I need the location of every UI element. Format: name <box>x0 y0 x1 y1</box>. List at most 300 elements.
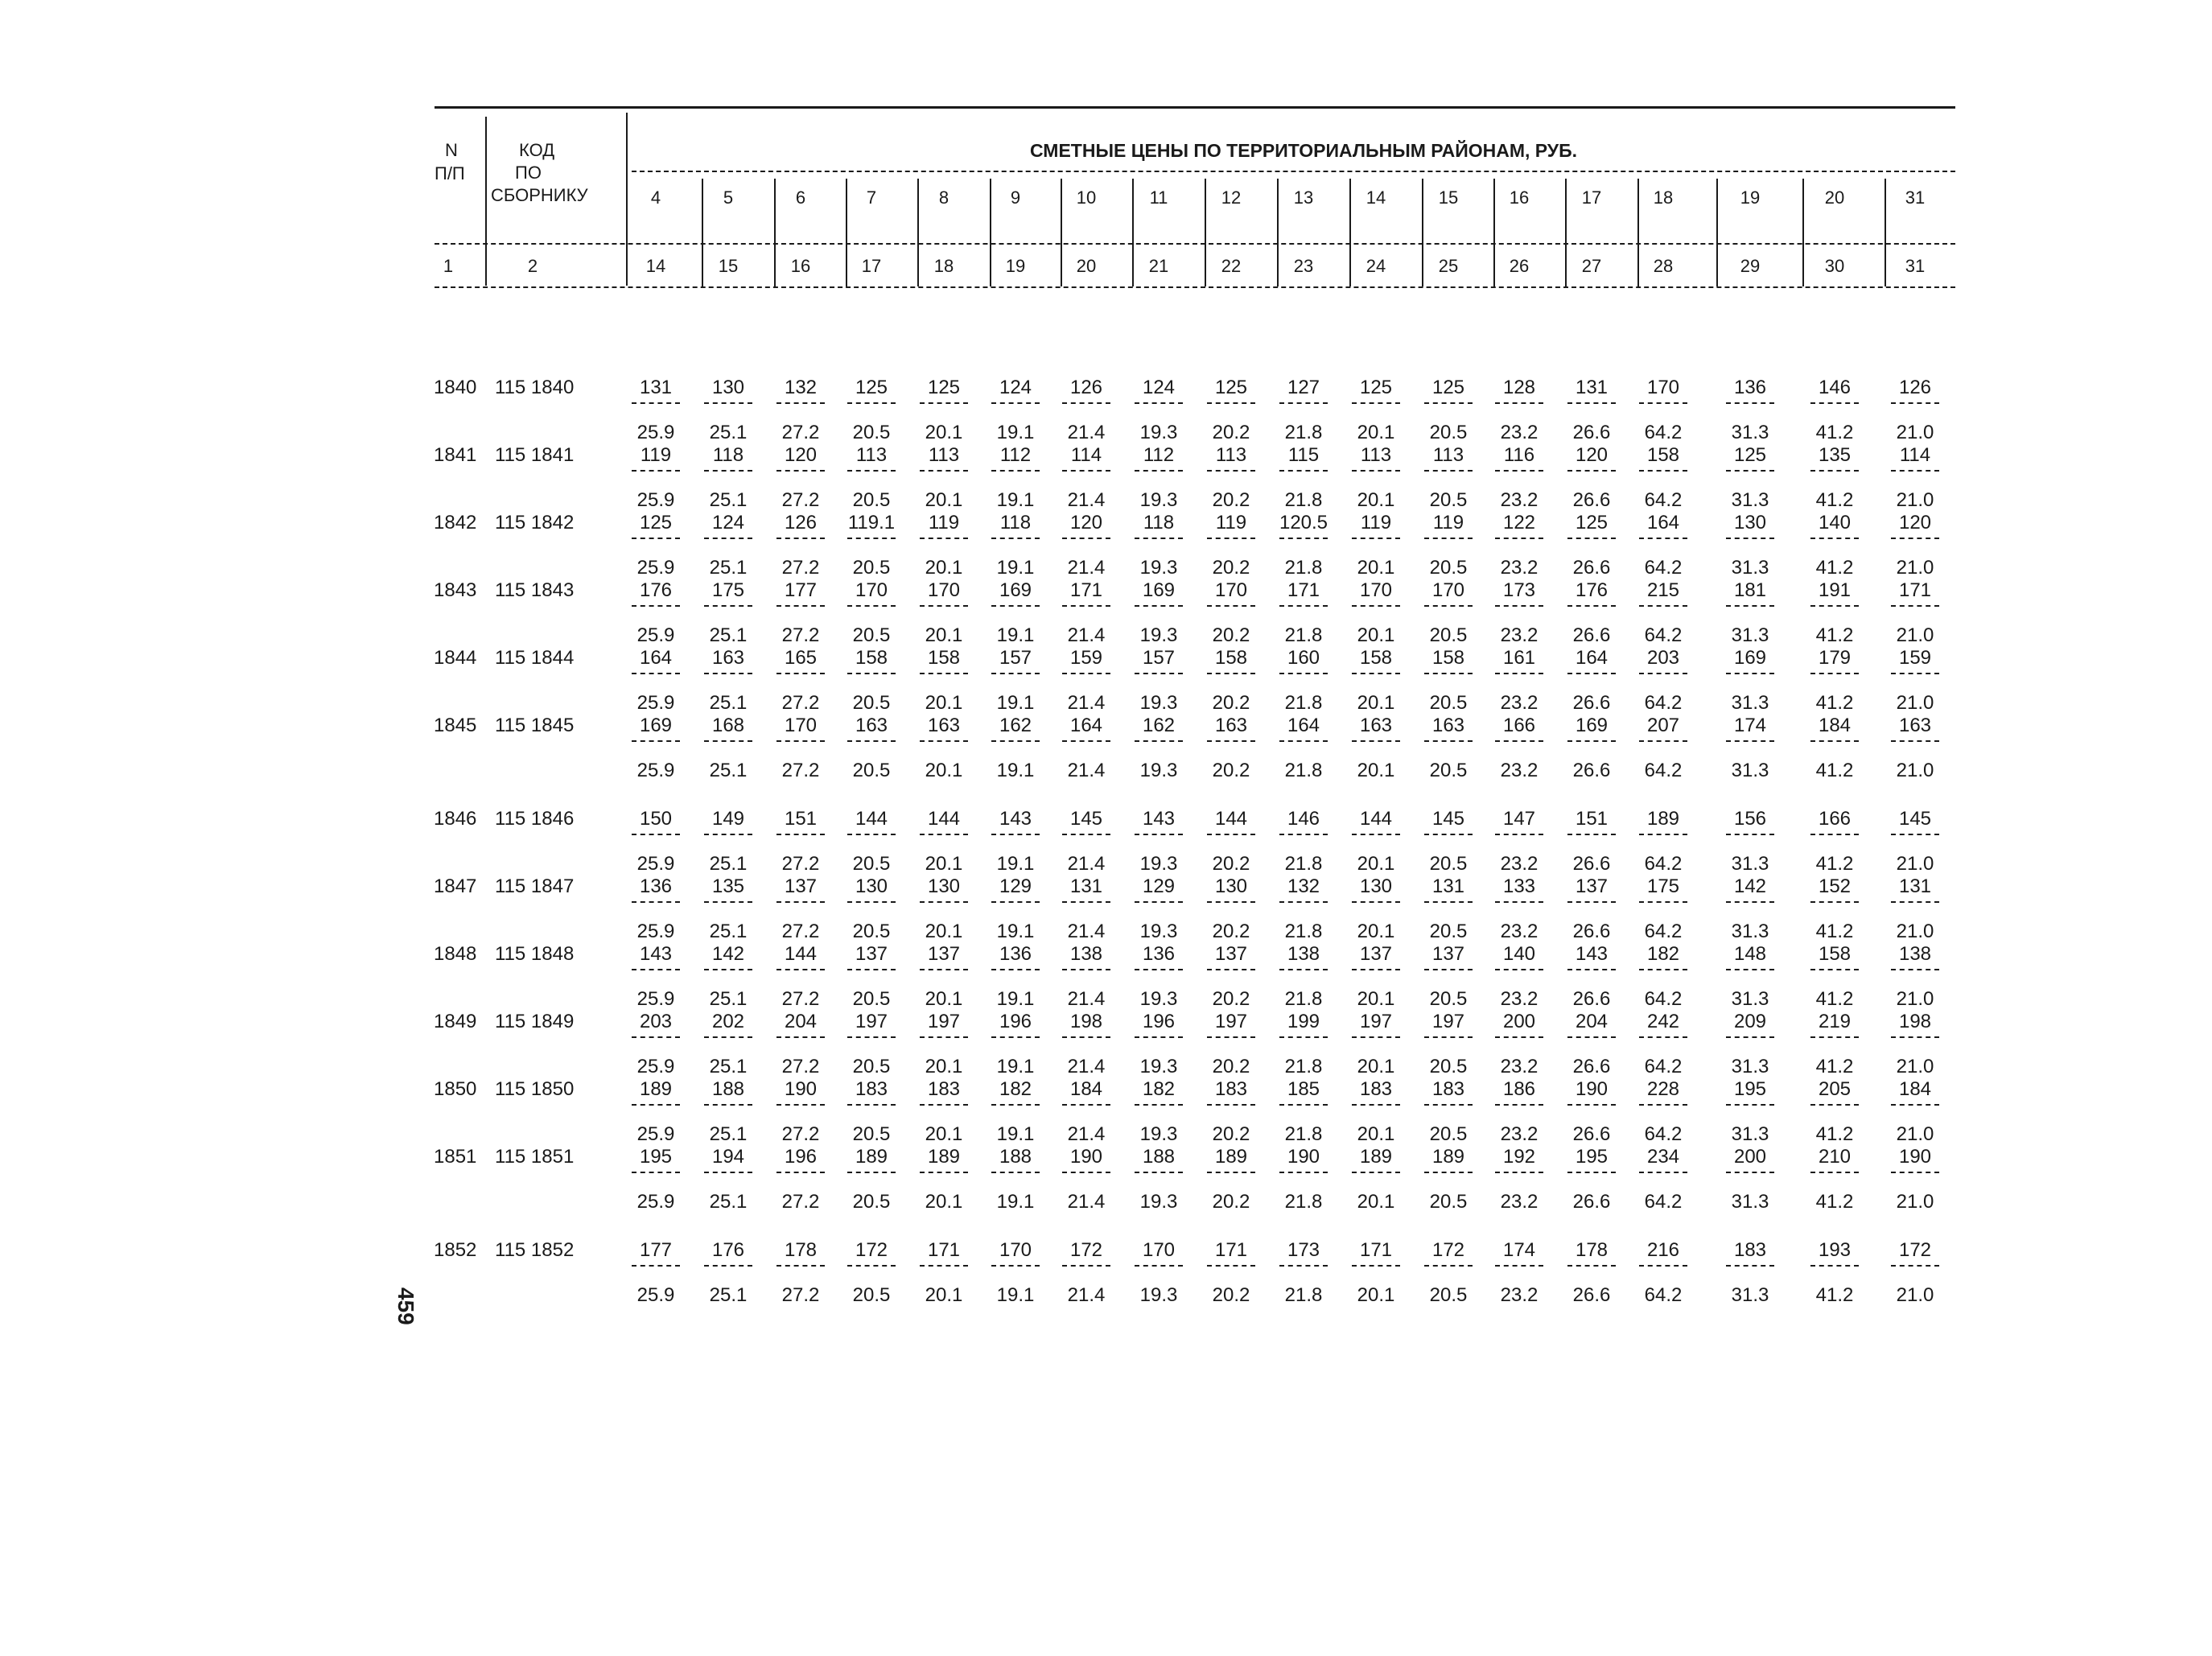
coefficient-value: 21.8 <box>1284 921 1323 942</box>
coefficient-value: 20.2 <box>1212 921 1250 942</box>
price-value: 198 <box>1069 1011 1103 1032</box>
coefficient-value: 23.2 <box>1500 853 1539 875</box>
price-value: 145 <box>1898 808 1932 830</box>
price-value: 138 <box>1898 943 1932 965</box>
price-value: 160 <box>1287 647 1320 669</box>
fraction-bar <box>632 538 680 539</box>
price-value: 242 <box>1646 1011 1680 1032</box>
fraction-bar <box>1062 1265 1110 1267</box>
coefficient-value: 21.8 <box>1284 1123 1323 1145</box>
region-header: 11 <box>1149 187 1168 208</box>
coefficient-value: 20.5 <box>1429 1284 1468 1306</box>
price-value: 188 <box>999 1146 1032 1168</box>
fraction-bar <box>1207 402 1255 404</box>
fraction-bar <box>920 1036 968 1038</box>
fraction-bar <box>1810 1265 1859 1267</box>
price-value: 118 <box>712 444 744 466</box>
price-value: 131 <box>1575 377 1609 398</box>
fraction-bar <box>847 740 896 742</box>
coefficient-value: 31.3 <box>1731 853 1769 875</box>
row-number: 1852 <box>434 1239 477 1261</box>
coefficient-value: 41.2 <box>1815 921 1854 942</box>
coefficient-value: 20.2 <box>1212 760 1250 781</box>
fraction-bar <box>1207 1172 1255 1173</box>
fraction-bar <box>1062 740 1110 742</box>
fraction-bar <box>1726 1265 1774 1267</box>
fraction-bar <box>1639 1104 1687 1106</box>
fraction-bar <box>1810 740 1859 742</box>
price-value: 216 <box>1646 1239 1680 1261</box>
column-separator <box>1349 179 1351 286</box>
fraction-bar <box>1352 740 1400 742</box>
coefficient-value: 20.2 <box>1212 557 1250 579</box>
fraction-bar <box>847 673 896 674</box>
fraction-bar <box>991 969 1040 970</box>
fraction-bar <box>1424 1104 1473 1106</box>
column-number: 14 <box>645 256 666 276</box>
fraction-bar <box>1567 673 1616 674</box>
price-value: 112 <box>999 444 1032 466</box>
fraction-bar <box>632 1172 680 1173</box>
fraction-bar <box>1891 1172 1939 1173</box>
fraction-bar <box>1495 605 1543 607</box>
coefficient-value: 25.9 <box>636 624 675 646</box>
column-number: 21 <box>1148 256 1169 276</box>
fraction-bar <box>1726 1036 1774 1038</box>
coefficient-value: 27.2 <box>781 1191 820 1213</box>
fraction-bar <box>1639 901 1687 903</box>
fraction-bar <box>632 901 680 903</box>
column-separator <box>1205 179 1206 286</box>
coefficient-value: 20.5 <box>852 624 891 646</box>
coefficient-value: 21.4 <box>1067 489 1106 511</box>
price-value: 161 <box>1502 647 1536 669</box>
fraction-bar <box>1810 673 1859 674</box>
row-number: 1846 <box>434 808 477 830</box>
price-value: 125 <box>855 377 888 398</box>
fraction-bar <box>1062 605 1110 607</box>
fraction-bar <box>1352 402 1400 404</box>
coefficient-value: 27.2 <box>781 921 820 942</box>
coefficient-value: 20.5 <box>852 760 891 781</box>
col-num-line1: N <box>445 140 458 160</box>
coefficient-value: 41.2 <box>1815 988 1854 1010</box>
coefficient-value: 64.2 <box>1644 760 1683 781</box>
column-separator <box>1802 179 1804 286</box>
fraction-bar <box>704 901 752 903</box>
price-value: 190 <box>1575 1078 1609 1100</box>
coefficient-value: 21.0 <box>1896 422 1934 443</box>
column-number: 30 <box>1824 256 1845 276</box>
fraction-bar <box>991 538 1040 539</box>
coefficient-value: 20.1 <box>925 422 963 443</box>
coefficient-value: 41.2 <box>1815 853 1854 875</box>
price-value: 131 <box>639 377 673 398</box>
price-value: 204 <box>784 1011 818 1032</box>
fraction-bar <box>1279 1036 1328 1038</box>
price-value: 113 <box>855 444 888 466</box>
fraction-bar <box>920 470 968 472</box>
fraction-bar <box>1639 605 1687 607</box>
fraction-bar <box>1891 1265 1939 1267</box>
price-value: 116 <box>1503 444 1535 466</box>
price-value: 122 <box>1502 512 1536 533</box>
fraction-bar <box>1726 834 1774 835</box>
price-value: 197 <box>927 1011 961 1032</box>
coefficient-value: 21.0 <box>1896 760 1934 781</box>
price-value: 171 <box>1287 579 1320 601</box>
fraction-bar <box>1424 901 1473 903</box>
price-value: 163 <box>1431 715 1465 736</box>
fraction-bar <box>1279 1104 1328 1106</box>
fraction-bar <box>920 969 968 970</box>
coefficient-value: 19.3 <box>1139 1191 1178 1213</box>
fraction-bar <box>1495 1036 1543 1038</box>
coefficient-value: 19.3 <box>1139 1123 1178 1145</box>
fraction-bar <box>920 673 968 674</box>
price-value: 189 <box>1646 808 1680 830</box>
fraction-bar <box>847 1265 896 1267</box>
price-value: 184 <box>1069 1078 1103 1100</box>
coefficient-value: 19.1 <box>996 692 1035 714</box>
column-separator <box>1277 179 1279 286</box>
coefficient-value: 20.1 <box>925 921 963 942</box>
price-value: 136 <box>639 875 673 897</box>
page-number: 459 <box>393 1287 418 1325</box>
fraction-bar <box>1352 605 1400 607</box>
coefficient-value: 21.4 <box>1067 1191 1106 1213</box>
coefficient-value: 21.0 <box>1896 624 1934 646</box>
price-value: 130 <box>927 875 961 897</box>
row-number: 1849 <box>434 1011 477 1032</box>
coefficient-value: 27.2 <box>781 422 820 443</box>
fraction-bar <box>920 402 968 404</box>
fraction-bar <box>776 1172 825 1173</box>
coefficient-value: 23.2 <box>1500 1123 1539 1145</box>
fraction-bar <box>1639 834 1687 835</box>
price-value: 169 <box>1575 715 1609 736</box>
fraction-bar <box>1726 969 1774 970</box>
price-value: 189 <box>639 1078 673 1100</box>
fraction-bar <box>847 538 896 539</box>
fraction-bar <box>1726 470 1774 472</box>
region-header: 9 <box>1010 187 1021 208</box>
fraction-bar <box>1639 470 1687 472</box>
coefficient-value: 20.1 <box>925 1123 963 1145</box>
fraction-bar <box>1495 969 1543 970</box>
fraction-bar <box>1062 673 1110 674</box>
price-value: 119 <box>640 444 672 466</box>
fraction-bar <box>1810 834 1859 835</box>
region-header: 15 <box>1438 187 1459 208</box>
fraction-bar <box>1495 1172 1543 1173</box>
price-value: 204 <box>1575 1011 1609 1032</box>
price-value: 135 <box>711 875 745 897</box>
fraction-bar <box>632 740 680 742</box>
price-value: 209 <box>1733 1011 1767 1032</box>
price-value: 170 <box>927 579 961 601</box>
price-value: 144 <box>784 943 818 965</box>
price-value: 137 <box>1575 875 1609 897</box>
coefficient-value: 19.1 <box>996 988 1035 1010</box>
fraction-bar <box>1207 1265 1255 1267</box>
column-number: 28 <box>1653 256 1674 276</box>
price-value: 125 <box>1431 377 1465 398</box>
fraction-bar <box>704 1265 752 1267</box>
coefficient-value: 20.5 <box>852 988 891 1010</box>
price-value: 113 <box>1432 444 1464 466</box>
price-value: 196 <box>1142 1011 1176 1032</box>
row-number: 1851 <box>434 1146 477 1168</box>
fraction-bar <box>1135 1172 1183 1173</box>
fraction-bar <box>1135 673 1183 674</box>
fraction-bar <box>1495 538 1543 539</box>
price-value: 125 <box>1733 444 1767 466</box>
price-value: 126 <box>1898 377 1932 398</box>
price-value: 152 <box>1818 875 1852 897</box>
row-code: 115 1847 <box>495 875 575 897</box>
fraction-bar <box>1279 1172 1328 1173</box>
coefficient-value: 20.2 <box>1212 624 1250 646</box>
header-sub-rule <box>632 171 1955 172</box>
coefficient-value: 25.9 <box>636 760 675 781</box>
price-value: 171 <box>1898 579 1932 601</box>
coefficient-value: 20.5 <box>1429 1191 1468 1213</box>
coefficient-value: 31.3 <box>1731 692 1769 714</box>
fraction-bar <box>704 1104 752 1106</box>
price-value: 118 <box>1143 512 1175 533</box>
coefficient-value: 27.2 <box>781 853 820 875</box>
coefficient-value: 27.2 <box>781 692 820 714</box>
fraction-bar <box>704 1172 752 1173</box>
price-value: 144 <box>1359 808 1393 830</box>
price-value: 170 <box>1646 377 1680 398</box>
fraction-bar <box>1891 673 1939 674</box>
fraction-bar <box>1567 1172 1616 1173</box>
fraction-bar <box>1639 402 1687 404</box>
column-number: 26 <box>1509 256 1530 276</box>
fraction-bar <box>1279 538 1328 539</box>
coefficient-value: 25.9 <box>636 921 675 942</box>
price-value: 124 <box>1142 377 1176 398</box>
coefficient-value: 19.1 <box>996 1284 1035 1306</box>
coefficient-value: 31.3 <box>1731 557 1769 579</box>
region-header: 13 <box>1293 187 1314 208</box>
coefficient-value: 64.2 <box>1644 1284 1683 1306</box>
coefficient-value: 19.1 <box>996 557 1035 579</box>
coefficient-value: 26.6 <box>1572 760 1611 781</box>
coefficient-value: 19.1 <box>996 921 1035 942</box>
coefficient-value: 23.2 <box>1500 988 1539 1010</box>
fraction-bar <box>1352 673 1400 674</box>
region-header: 14 <box>1366 187 1386 208</box>
fraction-bar <box>704 538 752 539</box>
price-value: 173 <box>1502 579 1536 601</box>
price-value: 163 <box>855 715 888 736</box>
fraction-bar <box>1891 402 1939 404</box>
coefficient-value: 26.6 <box>1572 557 1611 579</box>
fraction-bar <box>1567 538 1616 539</box>
fraction-bar <box>991 470 1040 472</box>
coefficient-value: 21.8 <box>1284 1056 1323 1077</box>
price-value: 157 <box>999 647 1032 669</box>
coefficient-value: 21.4 <box>1067 760 1106 781</box>
fraction-bar <box>1062 834 1110 835</box>
price-value: 174 <box>1502 1239 1536 1261</box>
price-value: 120 <box>784 444 818 466</box>
coefficient-value: 31.3 <box>1731 1191 1769 1213</box>
fraction-bar <box>1495 834 1543 835</box>
coefficient-value: 19.3 <box>1139 624 1178 646</box>
coefficient-value: 25.1 <box>709 1123 748 1145</box>
price-value: 183 <box>855 1078 888 1100</box>
row-code: 115 1851 <box>495 1146 575 1168</box>
price-value: 142 <box>1733 875 1767 897</box>
coefficient-value: 64.2 <box>1644 988 1683 1010</box>
coefficient-value: 19.1 <box>996 760 1035 781</box>
price-value: 132 <box>784 377 818 398</box>
row-number: 1840 <box>434 377 477 398</box>
fraction-bar <box>1810 470 1859 472</box>
price-value: 124 <box>999 377 1032 398</box>
price-value: 137 <box>784 875 818 897</box>
price-value: 182 <box>999 1078 1032 1100</box>
coefficient-value: 25.1 <box>709 624 748 646</box>
fraction-bar <box>920 740 968 742</box>
fraction-bar <box>1495 901 1543 903</box>
price-value: 170 <box>784 715 818 736</box>
fraction-bar <box>1135 1265 1183 1267</box>
price-value: 137 <box>927 943 961 965</box>
coefficient-value: 21.4 <box>1067 853 1106 875</box>
coefficient-value: 19.1 <box>996 422 1035 443</box>
fraction-bar <box>1567 969 1616 970</box>
coefficient-value: 64.2 <box>1644 921 1683 942</box>
price-value: 144 <box>927 808 961 830</box>
fraction-bar <box>1207 538 1255 539</box>
region-header: 17 <box>1581 187 1602 208</box>
coefficient-value: 20.5 <box>1429 1056 1468 1077</box>
price-value: 210 <box>1818 1146 1852 1168</box>
col-code-line2: ПО <box>515 163 542 183</box>
fraction-bar <box>991 901 1040 903</box>
row-number: 1848 <box>434 943 477 965</box>
coefficient-value: 21.4 <box>1067 624 1106 646</box>
price-value: 200 <box>1733 1146 1767 1168</box>
coefficient-value: 25.9 <box>636 422 675 443</box>
column-number-left: 2 <box>527 256 538 276</box>
coefficient-value: 20.1 <box>1357 624 1395 646</box>
col-code-line1: КОД <box>519 140 555 160</box>
price-value: 196 <box>999 1011 1032 1032</box>
price-value: 163 <box>927 715 961 736</box>
price-value: 162 <box>1142 715 1176 736</box>
price-value: 115 <box>1287 444 1320 466</box>
price-value: 207 <box>1646 715 1680 736</box>
coefficient-value: 25.1 <box>709 422 748 443</box>
column-number-left: 1 <box>443 256 454 276</box>
coefficient-value: 20.1 <box>1357 489 1395 511</box>
coefficient-value: 21.4 <box>1067 557 1106 579</box>
coefficient-value: 27.2 <box>781 489 820 511</box>
fraction-bar <box>632 969 680 970</box>
coefficient-value: 20.5 <box>852 489 891 511</box>
coefficient-value: 20.5 <box>1429 760 1468 781</box>
row-code: 115 1841 <box>495 444 575 466</box>
coefficient-value: 64.2 <box>1644 557 1683 579</box>
fraction-bar <box>847 969 896 970</box>
fraction-bar <box>920 1172 968 1173</box>
fraction-bar <box>776 1036 825 1038</box>
fraction-bar <box>1567 1265 1616 1267</box>
fraction-bar <box>1062 969 1110 970</box>
fraction-bar <box>1062 1036 1110 1038</box>
coefficient-value: 20.5 <box>852 1056 891 1077</box>
price-value: 136 <box>1142 943 1176 965</box>
fraction-bar <box>1810 402 1859 404</box>
fraction-bar <box>1135 1036 1183 1038</box>
coefficient-value: 64.2 <box>1644 1123 1683 1145</box>
coefficient-value: 20.1 <box>925 853 963 875</box>
header-numbers-rule <box>435 243 1955 245</box>
coefficient-value: 26.6 <box>1572 624 1611 646</box>
coefficient-value: 41.2 <box>1815 692 1854 714</box>
coefficient-value: 21.8 <box>1284 624 1323 646</box>
coefficient-value: 20.5 <box>852 557 891 579</box>
coefficient-value: 20.5 <box>852 422 891 443</box>
fraction-bar <box>1279 901 1328 903</box>
fraction-bar <box>1135 605 1183 607</box>
column-number: 24 <box>1366 256 1386 276</box>
fraction-bar <box>1424 834 1473 835</box>
column-number: 23 <box>1293 256 1314 276</box>
coefficient-value: 31.3 <box>1731 422 1769 443</box>
row-code: 115 1843 <box>495 579 575 601</box>
price-value: 219 <box>1818 1011 1852 1032</box>
fraction-bar <box>1639 538 1687 539</box>
fraction-bar <box>920 901 968 903</box>
fraction-bar <box>1352 969 1400 970</box>
fraction-bar <box>704 834 752 835</box>
coefficient-value: 20.1 <box>1357 692 1395 714</box>
fraction-bar <box>1279 605 1328 607</box>
coefficient-value: 21.8 <box>1284 760 1323 781</box>
fraction-bar <box>1352 834 1400 835</box>
price-value: 171 <box>1214 1239 1248 1261</box>
price-value: 170 <box>999 1239 1032 1261</box>
coefficient-value: 31.3 <box>1731 1056 1769 1077</box>
fraction-bar <box>1810 605 1859 607</box>
price-value: 234 <box>1646 1146 1680 1168</box>
price-value: 140 <box>1818 512 1852 533</box>
coefficient-value: 23.2 <box>1500 692 1539 714</box>
coefficient-value: 21.4 <box>1067 422 1106 443</box>
fraction-bar <box>1567 605 1616 607</box>
price-value: 188 <box>1142 1146 1176 1168</box>
coefficient-value: 23.2 <box>1500 1284 1539 1306</box>
price-value: 172 <box>1898 1239 1932 1261</box>
fraction-bar <box>1135 538 1183 539</box>
coefficient-value: 31.3 <box>1731 988 1769 1010</box>
fraction-bar <box>1352 901 1400 903</box>
fraction-bar <box>1062 1104 1110 1106</box>
coefficient-value: 20.5 <box>852 692 891 714</box>
fraction-bar <box>1207 1104 1255 1106</box>
coefficient-value: 20.5 <box>1429 1123 1468 1145</box>
coefficient-value: 20.1 <box>1357 1123 1395 1145</box>
price-value: 166 <box>1502 715 1536 736</box>
fraction-bar <box>776 1265 825 1267</box>
